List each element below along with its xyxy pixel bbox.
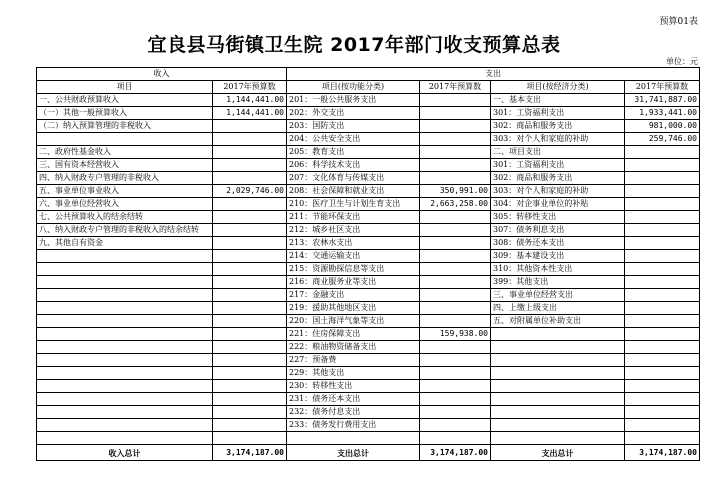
func-amount-cell — [420, 133, 491, 146]
income-amount-cell — [213, 328, 287, 341]
func-amount-cell — [420, 211, 491, 224]
econ-item-cell: 303：对个人和家庭的补助 — [491, 133, 625, 146]
econ-amount-cell — [625, 250, 700, 263]
income-amount-cell — [213, 406, 287, 419]
table-row — [37, 159, 700, 172]
table-row — [37, 224, 700, 237]
func-item-cell — [287, 432, 420, 445]
func-item-cell: 207：文化体育与传媒支出 — [287, 172, 420, 185]
econ-item-cell — [491, 367, 625, 380]
func-item-cell: 215：资源勘探信息等支出 — [287, 263, 420, 276]
income-item-header: 项目 — [37, 81, 213, 94]
econ-amount-cell — [625, 146, 700, 159]
income-amount-cell — [213, 419, 287, 432]
income-item-cell: （一）其他一般预算收入 — [37, 107, 213, 120]
table-row — [37, 237, 700, 250]
func-item-cell: 202：外交支出 — [287, 107, 420, 120]
table-row — [37, 393, 700, 406]
econ-amount-cell — [625, 341, 700, 354]
table-row — [37, 211, 700, 224]
income-item-cell — [37, 406, 213, 419]
table-row — [37, 354, 700, 367]
func-item-header: 项目(按功能分类) — [287, 81, 420, 94]
func-item-cell: 213：农林水支出 — [287, 237, 420, 250]
income-amount-cell — [213, 237, 287, 250]
econ-item-cell: 301：工资福利支出 — [491, 107, 625, 120]
func-amount-cell — [420, 250, 491, 263]
func-amount-cell — [420, 276, 491, 289]
econ-amount-cell — [625, 302, 700, 315]
table-row — [37, 263, 700, 276]
table-row — [37, 172, 700, 185]
income-item-cell: 五、事业单位事业收入 — [37, 185, 213, 198]
income-amount-cell — [213, 393, 287, 406]
func-amount-cell — [420, 172, 491, 185]
income-item-cell — [37, 276, 213, 289]
func-amount-cell — [420, 419, 491, 432]
table-row — [37, 120, 700, 133]
func-item-cell: 212：城乡社区支出 — [287, 224, 420, 237]
func-item-cell: 206：科学技术支出 — [287, 159, 420, 172]
econ-item-cell: 304：对企事业单位的补贴 — [491, 198, 625, 211]
econ-item-cell: 399：其他支出 — [491, 276, 625, 289]
page-title: 宜良县马街镇卫生院 2017年部门收支预算总表 — [147, 34, 561, 56]
table-row — [37, 185, 700, 198]
income-item-cell — [37, 263, 213, 276]
func-amount-cell — [420, 432, 491, 445]
func-amount-cell — [420, 354, 491, 367]
income-item-cell — [37, 432, 213, 445]
func-item-cell: 203：国防支出 — [287, 120, 420, 133]
income-item-cell — [37, 380, 213, 393]
table-row — [37, 198, 700, 211]
income-amount-cell — [213, 146, 287, 159]
func-amount-cell — [420, 302, 491, 315]
table-row — [37, 107, 700, 120]
econ-budget-header: 2017年预算数 — [625, 81, 700, 94]
econ-amount-cell — [625, 315, 700, 328]
func-amount-cell — [420, 289, 491, 302]
econ-item-cell: 308：债务还本支出 — [491, 237, 625, 250]
econ-amount-cell: 1,933,441.00 — [625, 107, 700, 120]
income-item-cell — [37, 341, 213, 354]
func-item-cell: 204：公共安全支出 — [287, 133, 420, 146]
income-item-cell — [37, 315, 213, 328]
func-item-cell: 227：预备费 — [287, 354, 420, 367]
income-amount-cell — [213, 367, 287, 380]
econ-item-cell — [491, 419, 625, 432]
econ-item-cell: 三、事业单位经营支出 — [491, 289, 625, 302]
func-amount-cell — [420, 393, 491, 406]
econ-item-header: 项目(按经济分类) — [491, 81, 625, 94]
income-item-cell: 九、其他自有资金 — [37, 237, 213, 250]
table-row — [37, 315, 700, 328]
income-item-cell — [37, 328, 213, 341]
income-item-cell: （二）纳入预算管理的非税收入 — [37, 120, 213, 133]
func-amount-cell — [420, 315, 491, 328]
income-item-cell: 八、纳入财政专户管理的非税收入的结余结转 — [37, 224, 213, 237]
expenditure-section-header: 支出 — [287, 68, 700, 81]
econ-amount-cell — [625, 432, 700, 445]
econ-item-cell: 一、基本支出 — [491, 94, 625, 107]
func-item-cell: 233：债务发行费用支出 — [287, 419, 420, 432]
column-header-row — [37, 81, 700, 94]
func-amount-cell — [420, 224, 491, 237]
income-item-cell — [37, 250, 213, 263]
econ-item-cell: 301：工资福利支出 — [491, 159, 625, 172]
income-amount-cell — [213, 224, 287, 237]
income-amount-cell — [213, 198, 287, 211]
func-amount-cell — [420, 120, 491, 133]
func-item-cell: 222：粮油物资储备支出 — [287, 341, 420, 354]
section-header-row — [37, 68, 700, 81]
func-amount-cell — [420, 263, 491, 276]
income-item-cell: 七、公共预算收入的结余结转 — [37, 211, 213, 224]
func-item-cell: 217：金融支出 — [287, 289, 420, 302]
income-item-cell: 三、国有资本经营收入 — [37, 159, 213, 172]
econ-total-amount: 3,174,187.00 — [625, 445, 700, 461]
income-amount-cell: 2,029,746.00 — [213, 185, 287, 198]
econ-item-cell — [491, 380, 625, 393]
econ-item-cell — [491, 354, 625, 367]
func-amount-cell — [420, 341, 491, 354]
income-amount-cell — [213, 276, 287, 289]
econ-amount-cell — [625, 263, 700, 276]
income-amount-cell: 1,144,441.00 — [213, 94, 287, 107]
table-row — [37, 94, 700, 107]
func-item-cell: 232：债务付息支出 — [287, 406, 420, 419]
func-amount-cell: 350,991.00 — [420, 185, 491, 198]
table-row — [37, 432, 700, 445]
income-amount-cell — [213, 133, 287, 146]
func-amount-cell — [420, 367, 491, 380]
econ-amount-cell — [625, 354, 700, 367]
econ-item-cell: 302：商品和服务支出 — [491, 120, 625, 133]
econ-amount-cell — [625, 276, 700, 289]
func-amount-cell — [420, 406, 491, 419]
econ-amount-cell — [625, 328, 700, 341]
func-item-cell: 219：援助其他地区支出 — [287, 302, 420, 315]
econ-item-cell: 五、对附属单位补助支出 — [491, 315, 625, 328]
econ-amount-cell — [625, 172, 700, 185]
econ-total-label: 支出总计 — [491, 445, 625, 461]
func-amount-cell: 159,938.00 — [420, 328, 491, 341]
table-row — [37, 146, 700, 159]
econ-item-cell: 303：对个人和家庭的补助 — [491, 185, 625, 198]
table-row — [37, 341, 700, 354]
econ-amount-cell — [625, 419, 700, 432]
income-item-cell — [37, 302, 213, 315]
econ-amount-cell — [625, 237, 700, 250]
econ-item-cell — [491, 341, 625, 354]
func-item-cell: 201：一般公共服务支出 — [287, 94, 420, 107]
econ-amount-cell: 31,741,887.00 — [625, 94, 700, 107]
func-amount-cell — [420, 237, 491, 250]
econ-item-cell: 309：基本建设支出 — [491, 250, 625, 263]
func-amount-cell — [420, 107, 491, 120]
income-amount-cell — [213, 302, 287, 315]
econ-amount-cell — [625, 224, 700, 237]
income-item-cell: 六、事业单位经营收入 — [37, 198, 213, 211]
table-row — [37, 380, 700, 393]
table-row — [37, 133, 700, 146]
func-amount-cell — [420, 380, 491, 393]
income-amount-cell: 1,144,441.00 — [213, 107, 287, 120]
func-amount-cell: 2,663,258.00 — [420, 198, 491, 211]
econ-item-cell — [491, 406, 625, 419]
func-item-cell: 221：住房保障支出 — [287, 328, 420, 341]
econ-amount-cell — [625, 159, 700, 172]
econ-item-cell — [491, 432, 625, 445]
income-item-cell — [37, 289, 213, 302]
econ-amount-cell: 259,746.00 — [625, 133, 700, 146]
func-item-cell: 231：债务还本支出 — [287, 393, 420, 406]
func-total-amount: 3,174,187.00 — [420, 445, 491, 461]
income-amount-cell — [213, 172, 287, 185]
func-amount-cell — [420, 159, 491, 172]
econ-item-cell: 307：债务利息支出 — [491, 224, 625, 237]
func-item-cell: 208：社会保障和就业支出 — [287, 185, 420, 198]
unit-label: 单位：元 — [666, 57, 698, 66]
econ-item-cell — [491, 328, 625, 341]
table-row — [37, 250, 700, 263]
econ-item-cell: 二、项目支出 — [491, 146, 625, 159]
econ-amount-cell — [625, 289, 700, 302]
econ-amount-cell — [625, 198, 700, 211]
econ-item-cell — [491, 393, 625, 406]
totals-row — [37, 445, 700, 461]
func-budget-header: 2017年预算数 — [420, 81, 491, 94]
func-item-cell: 220：国土海洋气象等支出 — [287, 315, 420, 328]
econ-amount-cell — [625, 211, 700, 224]
func-total-label: 支出总计 — [287, 445, 420, 461]
budget-table-body — [37, 68, 700, 461]
income-amount-cell — [213, 120, 287, 133]
func-item-cell: 229：其他支出 — [287, 367, 420, 380]
income-amount-cell — [213, 341, 287, 354]
func-item-cell: 214：交通运输支出 — [287, 250, 420, 263]
econ-item-cell: 310：其他资本性支出 — [491, 263, 625, 276]
income-amount-cell — [213, 250, 287, 263]
income-amount-cell — [213, 354, 287, 367]
income-amount-cell — [213, 432, 287, 445]
income-item-cell: 四、纳入财政专户管理的非税收入 — [37, 172, 213, 185]
income-item-cell — [37, 393, 213, 406]
income-total-label: 收入总计 — [37, 445, 213, 461]
form-code: 预算01表 — [659, 17, 698, 27]
income-section-header: 收入 — [37, 68, 287, 81]
income-amount-cell — [213, 211, 287, 224]
econ-item-cell: 302：商品和服务支出 — [491, 172, 625, 185]
econ-amount-cell — [625, 367, 700, 380]
income-item-cell — [37, 367, 213, 380]
table-row — [37, 328, 700, 341]
func-amount-cell — [420, 146, 491, 159]
econ-item-cell: 四、上缴上级支出 — [491, 302, 625, 315]
func-item-cell: 230：转移性支出 — [287, 380, 420, 393]
income-amount-cell — [213, 289, 287, 302]
income-amount-cell — [213, 380, 287, 393]
table-row — [37, 276, 700, 289]
econ-amount-cell — [625, 406, 700, 419]
func-item-cell: 216：商业服务业等支出 — [287, 276, 420, 289]
income-item-cell: 二、政府性基金收入 — [37, 146, 213, 159]
econ-amount-cell — [625, 393, 700, 406]
econ-item-cell: 305：转移性支出 — [491, 211, 625, 224]
income-amount-cell — [213, 263, 287, 276]
income-amount-cell — [213, 159, 287, 172]
func-item-cell: 211：节能环保支出 — [287, 211, 420, 224]
table-row — [37, 406, 700, 419]
income-item-cell: 一、公共财政预算收入 — [37, 94, 213, 107]
func-item-cell: 210：医疗卫生与计划生育支出 — [287, 198, 420, 211]
func-item-cell: 205：教育支出 — [287, 146, 420, 159]
income-item-cell — [37, 419, 213, 432]
table-row — [37, 289, 700, 302]
income-item-cell — [37, 133, 213, 146]
econ-amount-cell: 981,000.00 — [625, 120, 700, 133]
income-amount-cell — [213, 315, 287, 328]
income-total-amount: 3,174,187.00 — [213, 445, 287, 461]
econ-amount-cell — [625, 380, 700, 393]
func-amount-cell — [420, 94, 491, 107]
table-row — [37, 302, 700, 315]
table-row — [37, 419, 700, 432]
econ-amount-cell — [625, 185, 700, 198]
income-budget-header: 2017年预算数 — [213, 81, 287, 94]
budget-table — [36, 67, 700, 461]
income-item-cell — [37, 354, 213, 367]
table-row — [37, 367, 700, 380]
